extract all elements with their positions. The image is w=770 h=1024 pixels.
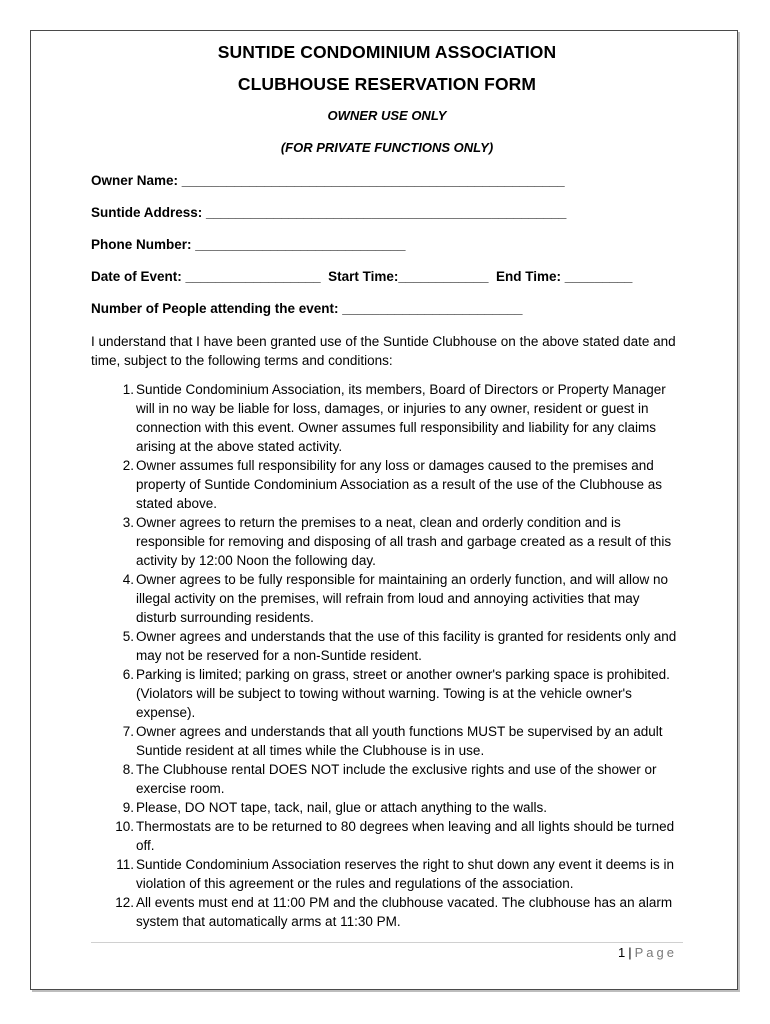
term-number: 6. — [122, 667, 134, 682]
term-number: 8. — [122, 762, 134, 777]
term-item — [91, 855, 683, 893]
term-number: 11. — [116, 857, 134, 872]
term-number: 3. — [122, 515, 134, 530]
page-footer — [618, 944, 677, 961]
term-number: 4. — [122, 572, 134, 587]
term-item — [91, 513, 683, 570]
terms-list — [91, 380, 683, 931]
footer-separator: | — [628, 945, 632, 960]
owner-use-notice: OWNER USE ONLY — [327, 108, 447, 123]
term-item — [91, 722, 683, 760]
term-text: Owner agrees and understands that all youth functions MUST be supervised by an adult Suntide resident at all times while the Clubhouse is in use. — [136, 724, 663, 758]
term-item — [91, 798, 683, 817]
term-number: 12. — [115, 895, 134, 910]
attendance-field: Number of People attending the event: ________________________ — [91, 301, 523, 316]
document-content — [91, 42, 683, 931]
term-number: 10. — [115, 819, 134, 834]
term-number: 9. — [122, 800, 134, 815]
term-text: Suntide Condominium Association, its members, Board of Directors or Property Manager will in no way be liable for loss, damages, or injuries to any owner, resident or guest in connection with this event. Owner assumes full responsibility and liability for any claims arising at the above stated activity. — [136, 382, 666, 454]
term-number: 2. — [122, 458, 134, 473]
term-item — [91, 893, 683, 931]
term-text: Suntide Condominium Association reserves the right to shut down any event it deems is in violation of this agreement or the rules and regulations of the association. — [136, 857, 675, 891]
form-title: CLUBHOUSE RESERVATION FORM — [237, 74, 537, 94]
phone-field: Phone Number: ____________________________ — [91, 237, 406, 252]
term-item — [91, 627, 683, 665]
term-text: Owner agrees to be fully responsible for maintaining an orderly function, and will allow no illegal activity on the premises, will refrain from loud and annoying activities that may disturb surrounding residents. — [136, 572, 669, 625]
footer-divider — [91, 942, 683, 943]
term-text: Owner agrees and understands that the use of this facility is granted for residents only and may not be reserved for a non-Suntide resident. — [136, 629, 677, 663]
term-text: Owner assumes full responsibility for any loss or damages caused to the premises and property of Suntide Condominium Association as a result of the use of the Clubhouse as stated above. — [136, 458, 663, 511]
address-field: Suntide Address: ________________________________________________ — [91, 205, 567, 220]
page-label: Page — [634, 945, 677, 960]
term-item — [91, 570, 683, 627]
term-number: 7. — [122, 724, 134, 739]
term-item — [91, 456, 683, 513]
term-number: 5. — [122, 629, 134, 644]
term-item — [91, 760, 683, 798]
term-text: The Clubhouse rental DOES NOT include the exclusive rights and use of the shower or exercise room. — [136, 762, 657, 796]
term-item — [91, 380, 683, 456]
document-page — [30, 30, 738, 990]
page-number: 1 — [618, 945, 626, 960]
association-title: SUNTIDE CONDOMINIUM ASSOCIATION — [217, 42, 557, 62]
terms-intro: I understand that I have been granted use of the Suntide Clubhouse on the above stated date and time, subject to the following terms and conditions: — [91, 334, 676, 368]
event-date-time-field: Date of Event: __________________ Start Time:____________ End Time: _________ — [91, 269, 633, 284]
term-item — [91, 665, 683, 722]
owner-name-field: Owner Name: ___________________________________________________ — [91, 173, 565, 188]
term-text: Owner agrees to return the premises to a neat, clean and orderly condition and is responsible for removing and disposing of all trash and garbage created as a result of this activity by 12:00 Noon the following day. — [136, 515, 672, 568]
term-item — [91, 817, 683, 855]
term-text: Thermostats are to be returned to 80 degrees when leaving and all lights should be turned off. — [136, 819, 675, 853]
term-number: 1. — [122, 382, 134, 397]
term-text: Please, DO NOT tape, tack, nail, glue or attach anything to the walls. — [136, 800, 547, 815]
term-text: Parking is limited; parking on grass, street or another owner's parking space is prohibited. (Violators will be subject to towing without warning. Towing is at the vehicle owner's expense). — [136, 667, 670, 720]
private-functions-notice: (FOR PRIVATE FUNCTIONS ONLY) — [280, 140, 494, 155]
term-text: All events must end at 11:00 PM and the clubhouse vacated. The clubhouse has an alarm system that automatically arms at 11:30 PM. — [136, 895, 673, 929]
